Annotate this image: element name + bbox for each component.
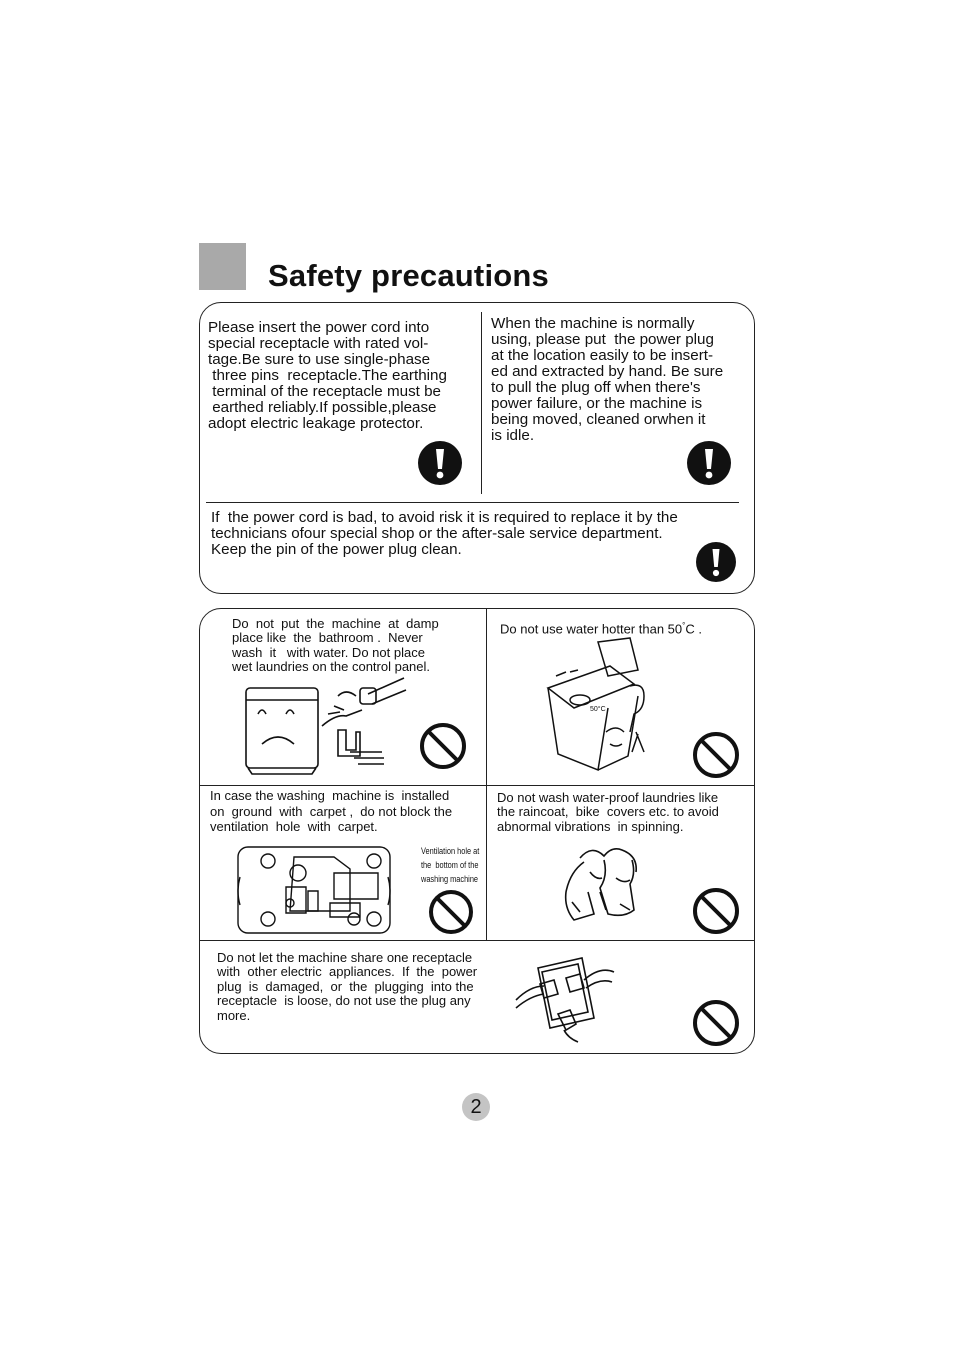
machine-wet-illustration [238,674,414,776]
exclamation-icon [686,440,732,486]
divider [481,312,482,494]
prohibited-icon [692,731,740,779]
plug-socket-illustration [512,950,618,1044]
machine-bottom-illustration [234,843,394,937]
exclamation-icon [417,440,463,486]
divider [206,502,739,503]
carpet-text: In case the washing machine is installed on ground with carpet , do not block the ventilation hole with carpet. [210,788,453,834]
divider [486,609,487,941]
prohibited-icon [419,722,467,770]
hot-water-text-unit: C . [685,621,702,637]
receptacle-text: Do not let the machine share one receptacle with other electric appliances. If the power plug is damaged, or the plugging into the receptacle is loose, do not use the plug any more. [217,950,478,1023]
exclamation-icon [695,541,737,583]
hot-water-machine-illustration [540,636,652,774]
page-number: 2 [462,1093,490,1121]
ventilation-caption: Ventilation hole at the bottom of the washing machine [421,846,480,884]
damp-place-text: Do not put the machine at damp place like the bathroom . Never wash it with water. Do not place wet laundries on the control panel. [232,616,439,675]
prohibited-icon [428,889,474,935]
thermometer-label: 50°C [590,706,606,713]
page-title: Safety precautions [268,258,549,293]
degree-sign: ° [682,621,686,630]
bad-cord-warning: If the power cord is bad, to avoid risk it is required to replace it by the technicians ofour special shop or the after-sale service department. Keep the pin of the power plug clean. [211,509,678,558]
title-marker [199,243,246,290]
divider [200,940,754,941]
divider [200,785,754,786]
hot-water-text [500,619,702,637]
power-cord-warning: Please insert the power cord into special receptacle with rated vol- tage.Be sure to use single-phase three pins receptacle.The earthing terminal of the receptacle must be earthed reliably.If possible,please adopt electric leakage protector. [208,319,447,432]
raincoat-illustration [560,842,644,926]
power-plug-warning: When the machine is normally using, please put the power plug at the location easily to be insert- ed and extracted by hand. Be sure to pull the plug off when there's power failure, or the machine is being moved, cleaned orwhen it is idle. [491,315,724,444]
waterproof-text: Do not wash water-proof laundries like the raincoat, bike covers etc. to avoid abnormal vibrations in spinning. [497,790,719,834]
prohibited-icon [692,999,740,1047]
hot-water-text-main: Do not use water hotter than 50 [500,621,683,637]
prohibited-icon [692,887,740,935]
